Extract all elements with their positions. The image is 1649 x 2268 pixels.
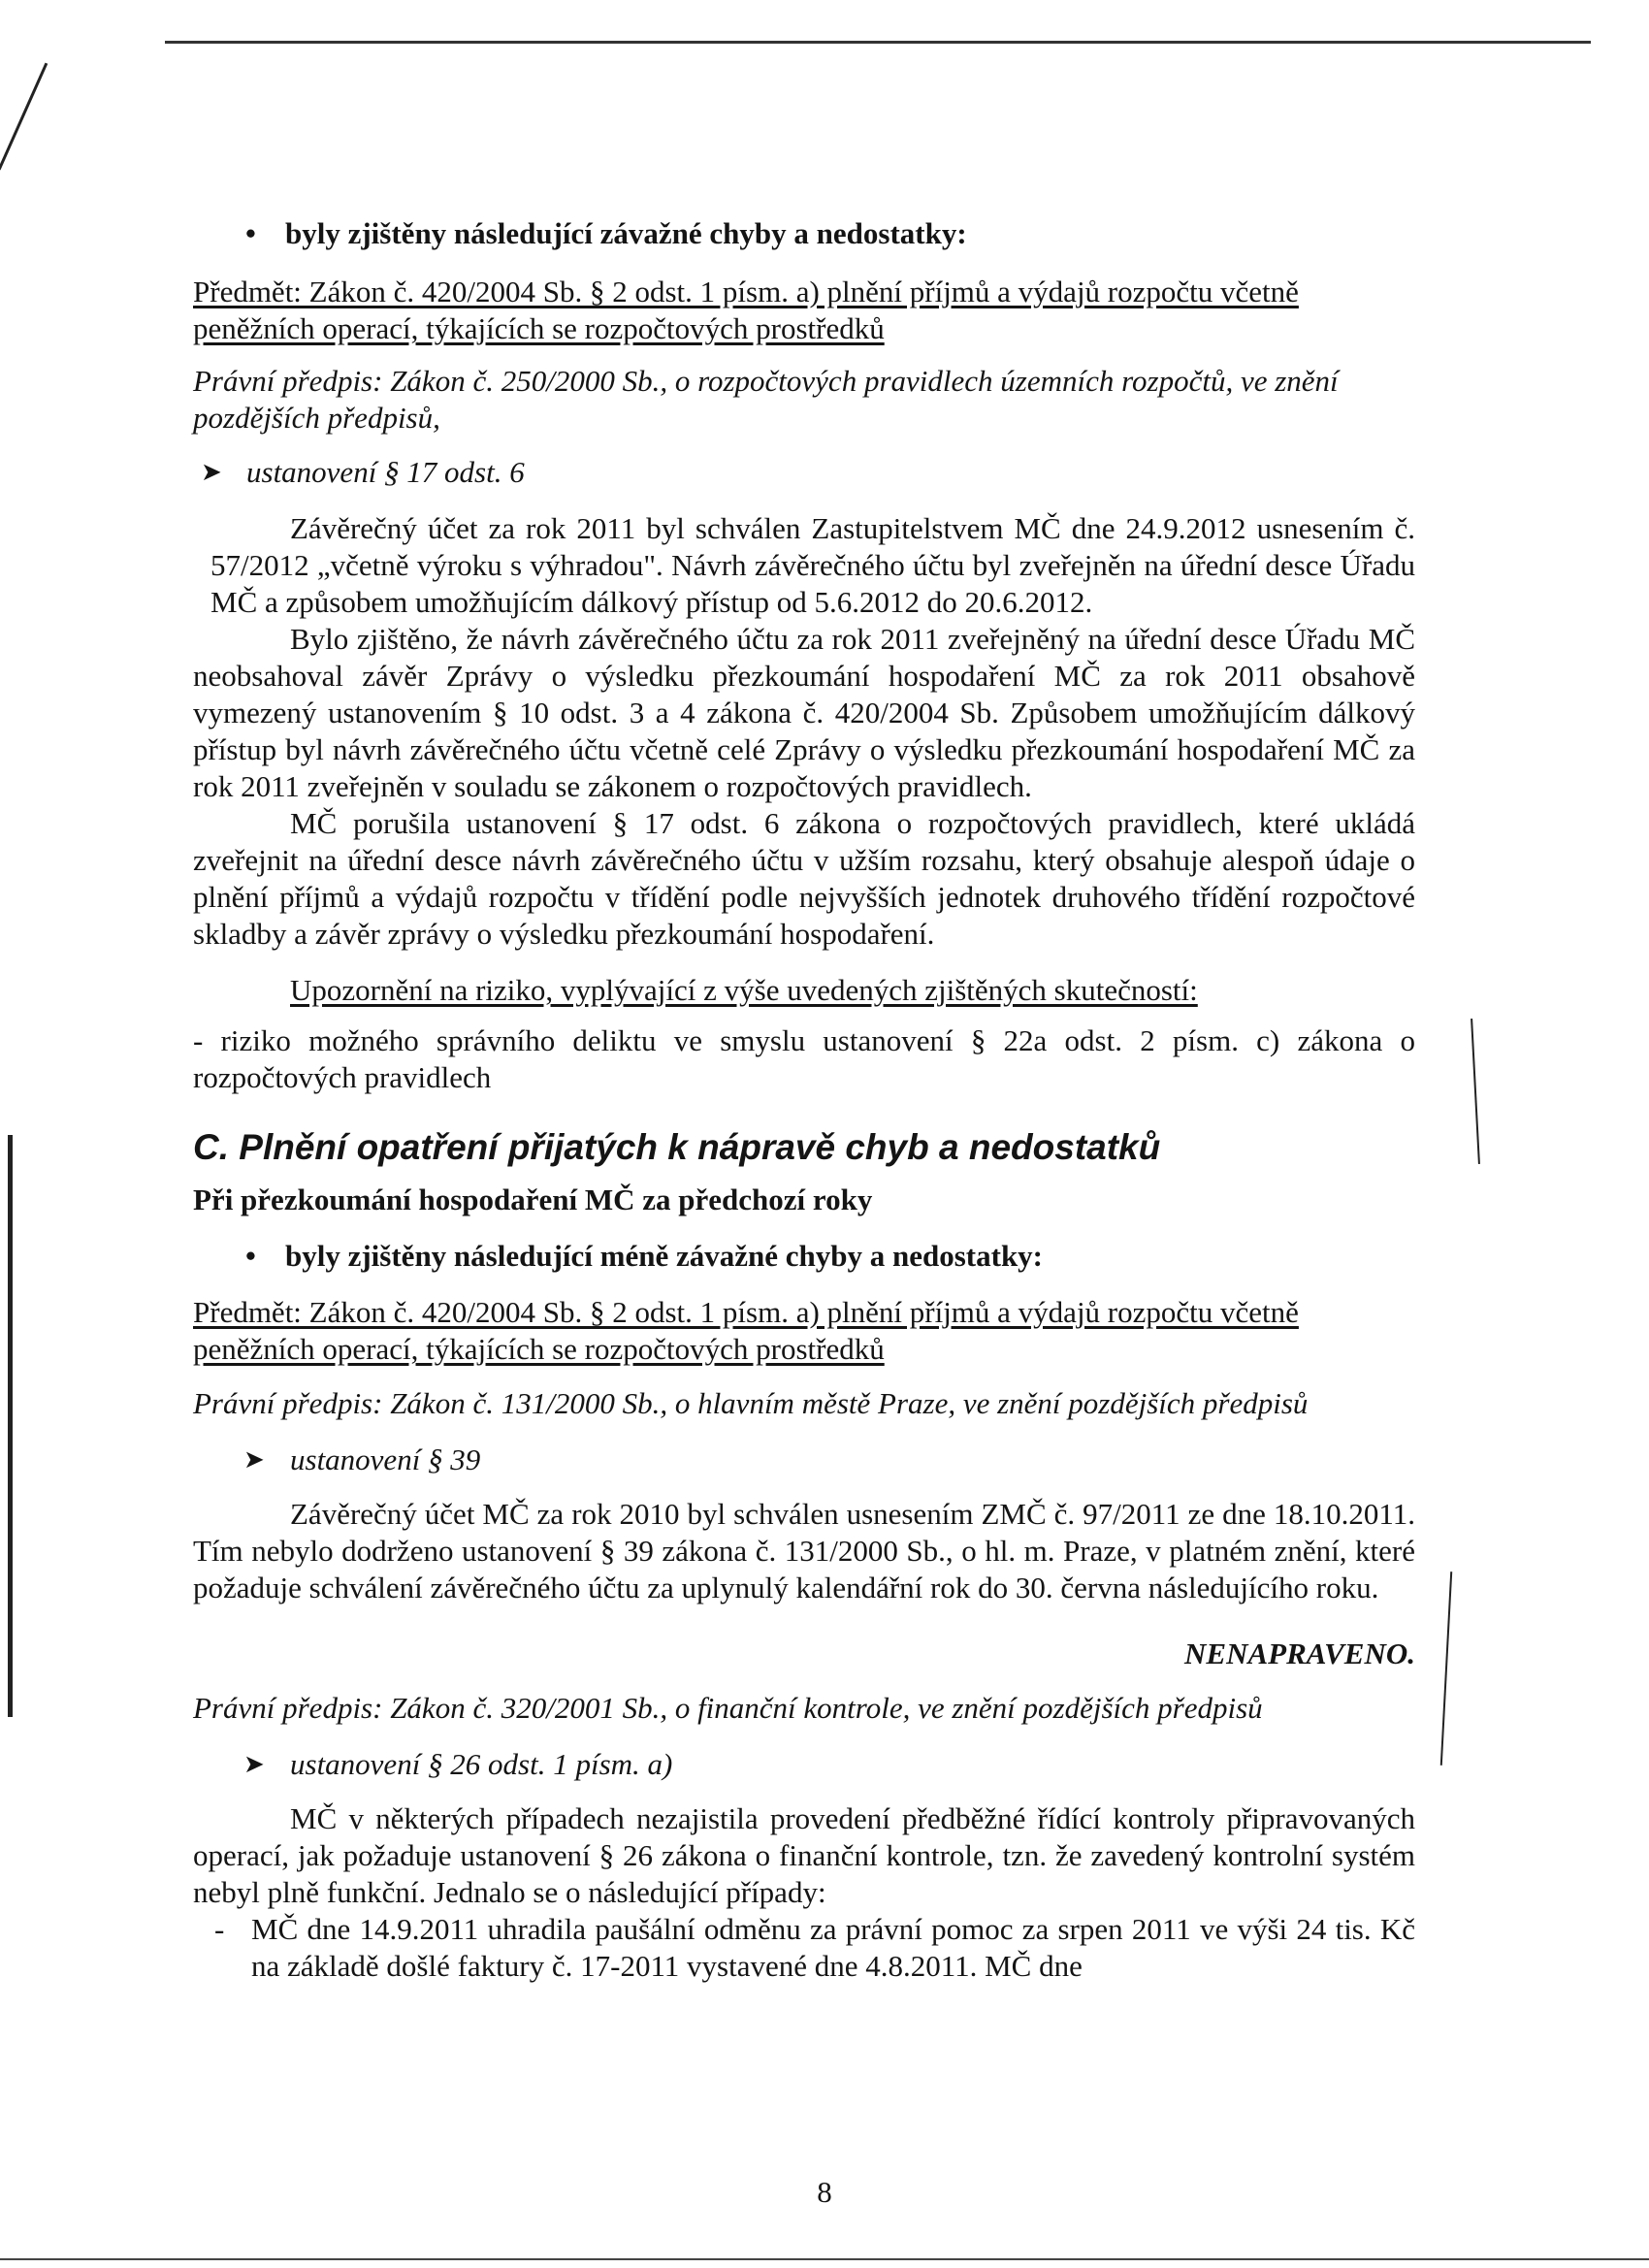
provision-line (193, 454, 1415, 491)
subject-line: Předmět: Zákon č. 420/2004 Sb. § 2 odst. 1 písm. a) plnění příjmů a výdajů rozpočtu včetně peněžních operací, týkajících se rozpočtových prostředků (193, 1295, 1299, 1366)
subject-line: Předmět: Zákon č. 420/2004 Sb. § 2 odst. 1 písm. a) plnění příjmů a výdajů rozpočtu včetně peněžních operací, týkajících se rozpočtových prostředků (193, 275, 1299, 345)
risk-item: - riziko možného správního deliktu ve smyslu ustanovení § 22a odst. 2 písm. c) zákona o rozpočtových pravidlech (193, 1023, 1415, 1094)
paragraph: Závěrečný účet za rok 2011 byl schválen Zastupitelstvem MČ dne 24.9.2012 usnesením č. 57/2012 „včetně výroku s výhradou". Návrh závěrečného účtu byl zveřejněn na úřední desce Úřadu MČ a způsobem umožňujícím dálkový přístup od 5.6.2012 do 20.6.2012. (210, 511, 1415, 619)
revision-bar (1440, 1571, 1452, 1766)
finding-heading-minor (193, 1238, 1415, 1275)
page-number: 8 (817, 2175, 832, 2209)
provision-line (193, 1442, 1415, 1478)
list-item-text: MČ dne 14.9.2011 uhradila paušální odměnu za právní pomoc za srpen 2011 ve výši 24 tis. Kč na základě došlé faktury č. 17-2011 vystavené dne 4.8.2011. MČ dne (251, 1912, 1415, 1983)
bullet-icon: • (245, 1239, 256, 1273)
list-item (193, 1911, 1415, 1985)
legal-basis: Právní předpis: Zákon č. 320/2001 Sb., o finanční kontrole, ve znění pozdějších předpisů (193, 1691, 1263, 1725)
arrow-bullet-icon: ➤ (243, 1750, 265, 1778)
paragraph: MČ v některých případech nezajistila provedení předběžné řídící kontroly připravovaných operací, jak požaduje ustanovení § 26 zákona o finanční kontrole, tzn. že zavedený kontrolní systém nebyl plně funkční. Jednalo se o následující případy: (193, 1801, 1415, 1909)
arrow-bullet-icon: ➤ (201, 458, 222, 486)
legal-basis: Právní předpis: Zákon č. 250/2000 Sb., o rozpočtových pravidlech územních rozpočtů, ve znění pozdějších předpisů, (193, 364, 1339, 435)
top-border-line (165, 41, 1591, 44)
provision-text: ustanovení § 39 (290, 1442, 481, 1476)
section-c-subtitle: Při přezkoumání hospodaření MČ za předchozí roky (193, 1183, 873, 1216)
provision-text: ustanovení § 17 odst. 6 (246, 455, 525, 489)
heading-text: byly zjištěny následující závažné chyby a nedostatky: (285, 216, 967, 250)
heading-text: byly zjištěny následující méně závažné chyby a nedostatky: (285, 1239, 1044, 1273)
bottom-border-line (0, 2258, 1649, 2260)
section-c-title: C. Plnění opatření přijatých k nápravě chyb a nedostatků (193, 1127, 1161, 1167)
finding-heading-serious (193, 215, 1415, 252)
dash-bullet: - (214, 1912, 225, 1946)
provision-line (193, 1746, 1415, 1783)
legal-basis: Právní předpis: Zákon č. 131/2000 Sb., o hlavním městě Praze, ve znění pozdějších předpisů (193, 1386, 1309, 1420)
risk-heading: Upozornění na riziko, vyplývající z výše uvedených zjištěných skutečností: (290, 973, 1198, 1007)
bullet-icon: • (245, 216, 256, 250)
paragraph: MČ porušila ustanovení § 17 odst. 6 zákona o rozpočtových pravidlech, které ukládá zveřejnit na úřední desce návrh závěrečného účtu v užším rozsahu, který obsahuje alespoň údaje o plnění příjmů a výdajů rozpočtu v třídění podle nejvyšších jednotek druhového třídění rozpočtové skladby a závěr zprávy o výsledku přezkoumání hospodaření. (193, 806, 1415, 951)
paragraph: Závěrečný účet MČ za rok 2010 byl schválen usnesením ZMČ č. 97/2011 ze dne 18.10.2011. Tím nebylo dodrženo ustanovení § 39 zákona č. 131/2000 Sb., o hl. m. Praze, v platném znění, které požaduje schválení závěrečného účtu za uplynulý kalendářní rok do 30. června následujícího roku. (193, 1497, 1415, 1604)
document-body (193, 215, 1415, 1985)
arrow-bullet-icon: ➤ (243, 1445, 265, 1474)
provision-text: ustanovení § 26 odst. 1 písm. a) (290, 1747, 673, 1781)
paragraph: Bylo zjištěno, že návrh závěrečného účtu za rok 2011 zveřejněný na úřední desce Úřadu MČ neobsahoval závěr Zprávy o výsledku přezkoumání hospodaření MČ za rok 2011 obsahově vymezený ustanovením § 10 odst. 3 a 4 zákona č. 420/2004 Sb. Způsobem umožňujícím dálkový přístup byl návrh závěrečného účtu včetně celé Zprávy o výsledku přezkoumání hospodaření MČ za rok 2011 zveřejněn v souladu se zákonem o rozpočtových pravidlech. (193, 622, 1415, 803)
status-not-remedied: NENAPRAVENO. (1184, 1636, 1415, 1670)
revision-bar (1471, 1019, 1480, 1164)
scan-margin-mark (8, 1135, 13, 1717)
scan-margin-mark (0, 63, 48, 171)
